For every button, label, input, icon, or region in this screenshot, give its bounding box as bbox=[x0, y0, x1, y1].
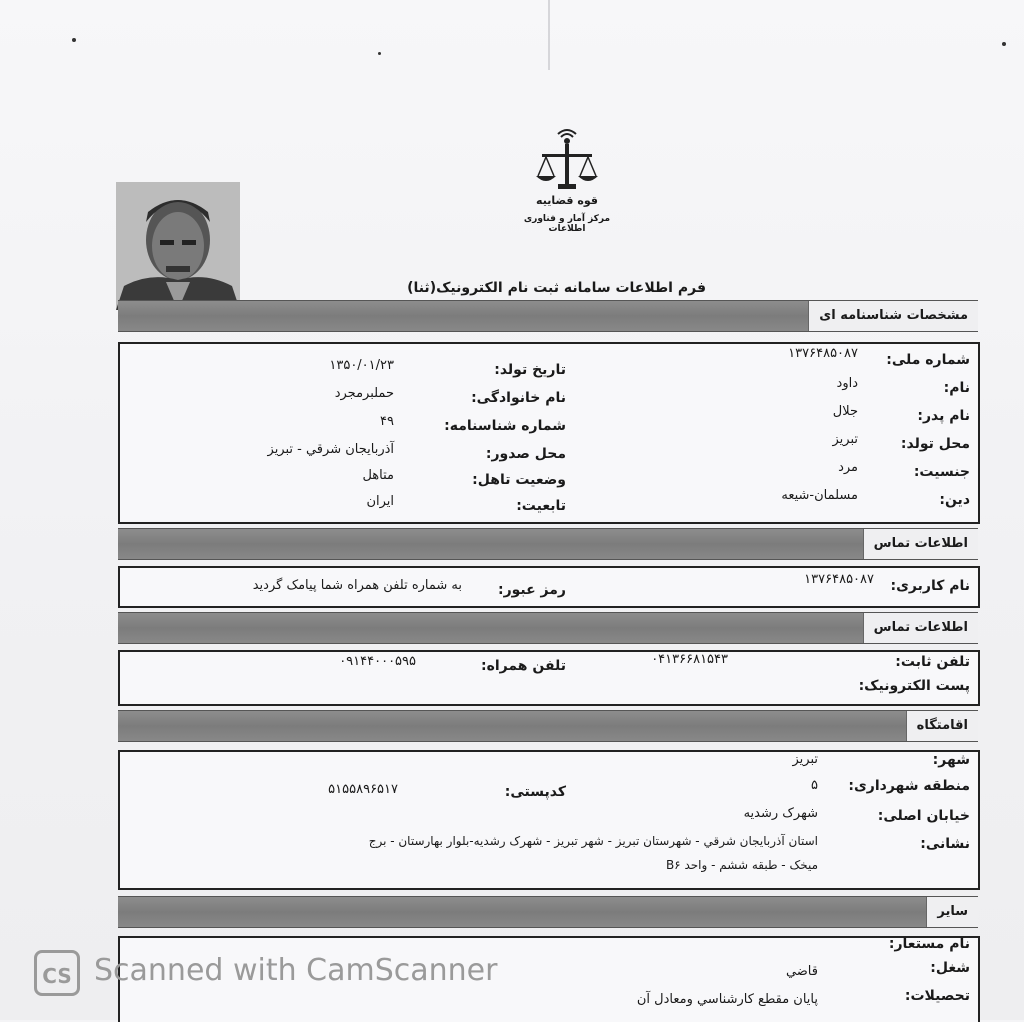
judiciary-emblem bbox=[512, 124, 622, 244]
nationality-label: تابعیت: bbox=[516, 498, 566, 514]
section-title-residence: اقامتگاه bbox=[906, 711, 978, 741]
marital-value: متاهل bbox=[362, 468, 394, 483]
birth-place-label: محل تولد: bbox=[900, 436, 970, 452]
national-id-label: شماره ملی: bbox=[886, 352, 970, 368]
alias-label: نام مستعار: bbox=[888, 936, 970, 952]
father-name-label: نام پدر: bbox=[917, 408, 970, 424]
gender-label: جنسیت: bbox=[913, 464, 970, 480]
city-value: تبریز bbox=[792, 752, 818, 767]
dust-speck bbox=[1002, 42, 1006, 46]
section-band-residence bbox=[118, 710, 978, 742]
gender-value: مرد bbox=[838, 460, 858, 475]
last-name-label: نام خانوادگی: bbox=[471, 390, 566, 406]
applicant-photo bbox=[116, 182, 240, 310]
account-box bbox=[118, 566, 980, 608]
city-label: شهر: bbox=[932, 752, 970, 768]
section-band-identity bbox=[118, 300, 978, 332]
street-label: خیابان اصلی: bbox=[877, 808, 970, 824]
religion-value: مسلمان-شیعه bbox=[781, 488, 858, 503]
birth-date-label: تاریخ تولد: bbox=[494, 362, 566, 378]
username-label: نام کاربری: bbox=[890, 578, 970, 594]
education-label: تحصیلات: bbox=[904, 988, 970, 1004]
camscanner-logo: CS bbox=[34, 950, 80, 996]
nationality-value: ایران bbox=[366, 494, 394, 509]
username-value: ۱۳۷۶۴۸۵۰۸۷ bbox=[804, 572, 874, 587]
postal-label: کدپستی: bbox=[504, 784, 566, 800]
emblem-title: قوه قضاییه bbox=[536, 194, 598, 207]
issue-place-value: آذربایجان شرقي - تبریز bbox=[267, 442, 394, 457]
birth-place-value: تبریز bbox=[832, 432, 858, 447]
section-title-account: اطلاعات تماس bbox=[863, 529, 978, 559]
camscanner-watermark: Scanned with CamScanner bbox=[94, 953, 498, 988]
mobile-value: ۰۹۱۴۴۰۰۰۵۹۵ bbox=[339, 654, 416, 669]
last-name-value: حملبرمجرد bbox=[334, 386, 394, 401]
section-title-other: سایر bbox=[926, 897, 978, 927]
landline-value: ۰۴۱۳۶۶۸۱۵۴۳ bbox=[651, 652, 728, 667]
section-band-contact bbox=[118, 612, 978, 644]
father-name-value: جلال bbox=[832, 404, 858, 419]
religion-label: دین: bbox=[939, 492, 970, 508]
paper-fold bbox=[548, 0, 550, 70]
dust-speck bbox=[72, 38, 76, 42]
email-label: پست الکترونیک: bbox=[858, 678, 970, 694]
district-label: منطقه شهرداری: bbox=[848, 778, 970, 794]
section-title-identity: مشخصات شناسنامه ای bbox=[808, 301, 978, 331]
address-label: نشانی: bbox=[920, 836, 970, 852]
issue-place-label: محل صدور: bbox=[485, 446, 566, 462]
education-value: پایان مقطع کارشناسي ومعادل آن bbox=[636, 992, 818, 1007]
residence-box bbox=[118, 750, 980, 890]
section-title-contact: اطلاعات تماس bbox=[863, 613, 978, 643]
national-id-value: ۱۳۷۶۴۸۵۰۸۷ bbox=[788, 346, 858, 361]
dust-speck bbox=[378, 52, 381, 55]
mobile-label: تلفن همراه: bbox=[481, 658, 566, 674]
postal-value: ۵۱۵۵۸۹۶۵۱۷ bbox=[328, 782, 398, 797]
first-name-label: نام: bbox=[943, 380, 970, 396]
landline-label: تلفن ثابت: bbox=[895, 654, 970, 670]
section-band-account bbox=[118, 528, 978, 560]
birth-date-value: ۱۳۵۰/۰۱/۲۳ bbox=[329, 358, 394, 373]
form-title: فرم اطلاعات سامانه ثبت نام الکترونیک(ثنا) bbox=[407, 280, 706, 296]
address-line-2: میخک - طبقه ششم - واحد B۶ bbox=[665, 858, 818, 872]
password-label: رمز عبور: bbox=[497, 582, 566, 598]
cert-no-value: ۴۹ bbox=[380, 414, 394, 429]
scales-of-justice-icon bbox=[534, 124, 600, 196]
address-line-1: استان آذربایجان شرقي - شهرستان تبریز - شهر تبریز - شهرک رشدیه-بلوار بهارستان - برج bbox=[368, 834, 818, 848]
district-value: ۵ bbox=[811, 778, 818, 793]
first-name-value: داود bbox=[836, 376, 858, 391]
password-value: به شماره تلفن همراه شما پیامک گردید bbox=[252, 578, 462, 593]
section-band-other bbox=[118, 896, 978, 928]
cert-no-label: شماره شناسنامه: bbox=[444, 418, 566, 434]
job-value: قاضي bbox=[785, 964, 818, 979]
contact-box bbox=[118, 650, 980, 706]
identity-box bbox=[118, 342, 980, 524]
street-value: شهرک رشدیه bbox=[743, 806, 818, 821]
emblem-subtitle: مرکز آمار و فناوری اطلاعات bbox=[523, 214, 611, 234]
marital-label: وضعیت تاهل: bbox=[472, 472, 566, 488]
job-label: شغل: bbox=[930, 960, 970, 976]
